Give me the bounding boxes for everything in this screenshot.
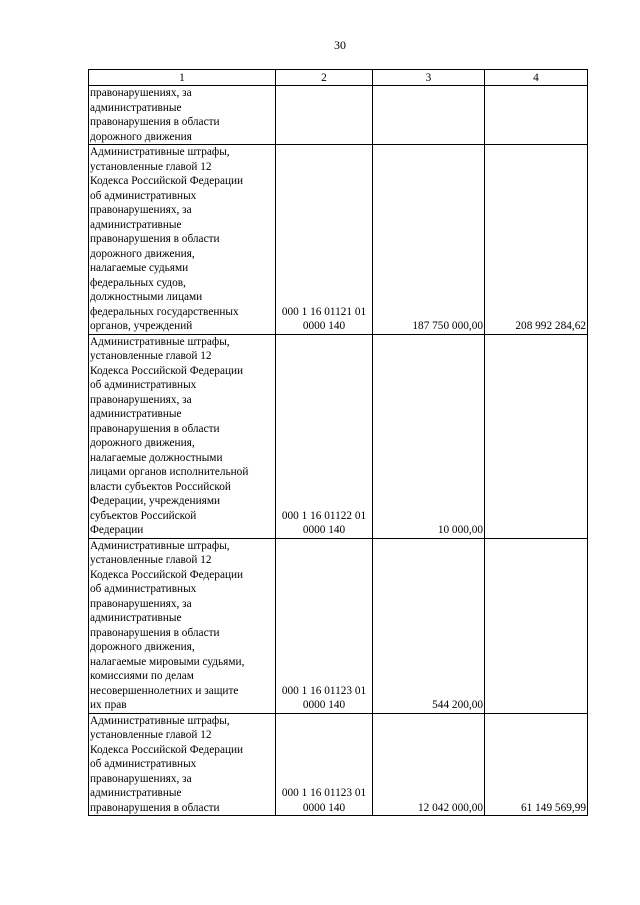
column-header-2: 2 — [276, 70, 373, 86]
budget-code-cell: 000 1 16 01122 01 0000 140 — [276, 334, 373, 538]
planned-amount-cell: 544 200,00 — [373, 538, 485, 713]
budget-code-cell — [276, 86, 373, 145]
page-number: 30 — [334, 38, 346, 52]
column-header-1: 1 — [89, 70, 276, 86]
table-row — [89, 334, 588, 538]
planned-amount-cell: 12 042 000,00 — [373, 713, 485, 816]
budget-code-cell: 000 1 16 01123 01 0000 140 — [276, 538, 373, 713]
revenue-name-cell: Административные штрафы, установленные главой 12 Кодекса Российской Федерации об административных правонарушениях, за административные правонарушения в области дорожного движения, налагаемые должностными лицами органов исполнительной власти субъектов Российской Федерации, учреждениями субъектов Российской Федерации — [89, 334, 276, 538]
table-row — [89, 86, 588, 145]
revenue-name-cell: Административные штрафы, установленные главой 12 Кодекса Российской Федерации об административных правонарушениях, за административные правонарушения в области — [89, 713, 276, 816]
budget-code-cell: 000 1 16 01121 01 0000 140 — [276, 145, 373, 335]
table-row — [89, 713, 588, 816]
budget-code-cell: 000 1 16 01123 01 0000 140 — [276, 713, 373, 816]
column-header-3: 3 — [373, 70, 485, 86]
planned-amount-cell: 10 000,00 — [373, 334, 485, 538]
column-header-4: 4 — [485, 70, 588, 86]
budget-revenue-table — [88, 69, 588, 816]
actual-amount-cell: 61 149 569,99 — [485, 713, 588, 816]
table-header-row — [89, 70, 588, 86]
actual-amount-cell — [485, 86, 588, 145]
revenue-name-cell: правонарушениях, за административные правонарушения в области дорожного движения — [89, 86, 276, 145]
planned-amount-cell — [373, 86, 485, 145]
table-row — [89, 145, 588, 335]
planned-amount-cell: 187 750 000,00 — [373, 145, 485, 335]
revenue-name-cell: Административные штрафы, установленные главой 12 Кодекса Российской Федерации об административных правонарушениях, за административные правонарушения в области дорожного движения, налагаемые мировыми судьями, комиссиями по делам несовершеннолетних и защите их прав — [89, 538, 276, 713]
revenue-name-cell: Административные штрафы, установленные главой 12 Кодекса Российской Федерации об административных правонарушениях, за административные правонарушения в области дорожного движения, налагаемые судьями федеральных судов, должностными лицами федеральных государственных органов, учреждений — [89, 145, 276, 335]
actual-amount-cell — [485, 538, 588, 713]
table-row — [89, 538, 588, 713]
actual-amount-cell — [485, 334, 588, 538]
actual-amount-cell: 208 992 284,62 — [485, 145, 588, 335]
